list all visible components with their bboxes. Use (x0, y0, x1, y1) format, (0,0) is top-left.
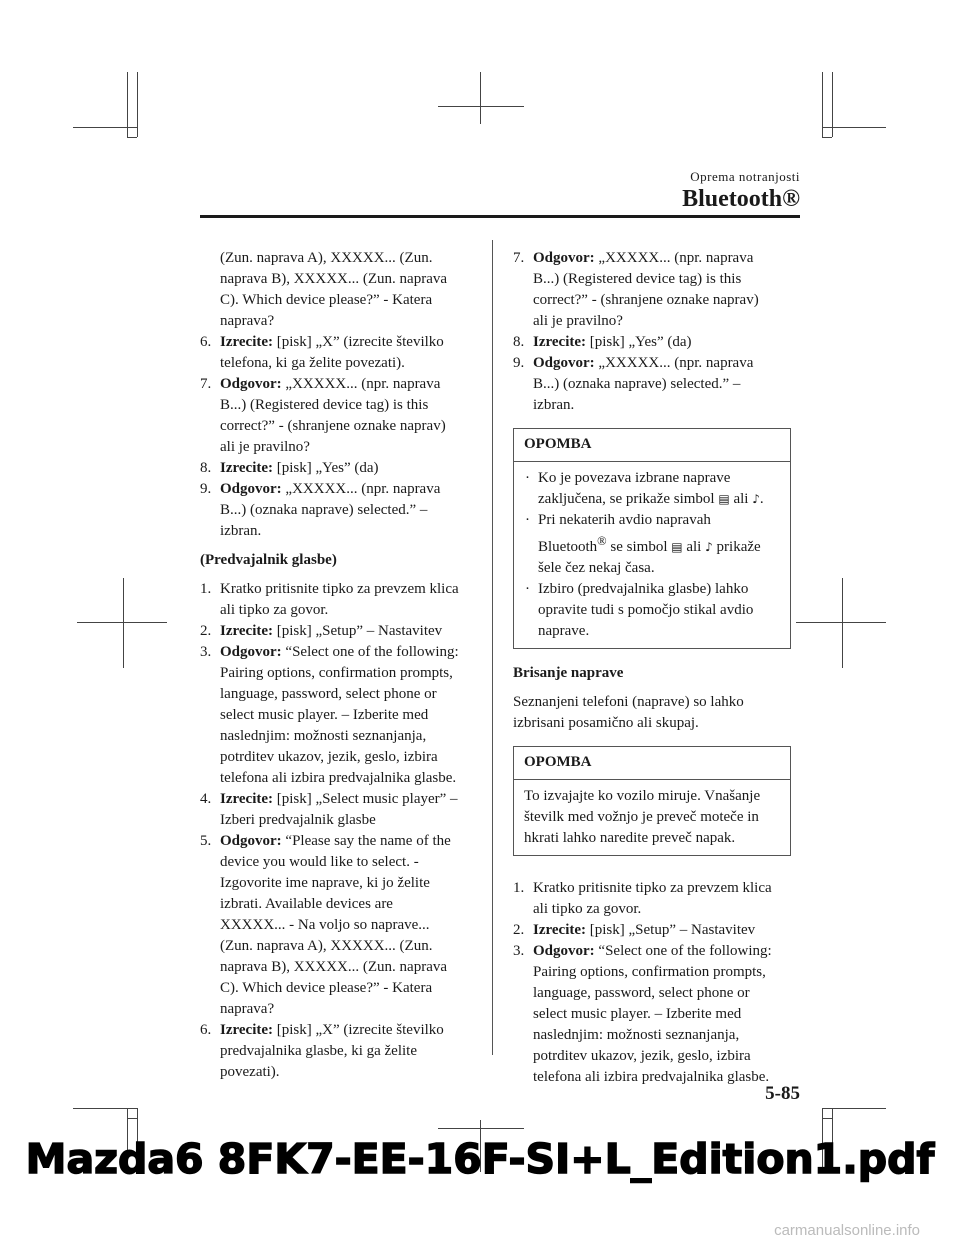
text-line: telefona ali izbira predvajalnika glasbe. (533, 1069, 770, 1085)
registered-mark: ® (597, 534, 607, 548)
bullet-item (524, 579, 780, 642)
note-title: OPOMBA (514, 747, 790, 780)
list-item (200, 458, 478, 479)
text-line: [pisk] „X” (izrecite številko (276, 334, 444, 350)
step-label: Izrecite: (220, 791, 274, 807)
phone-icon: ▤ (718, 492, 730, 506)
text-line: Pairing options, confirmation prompts, (533, 964, 766, 980)
step-label: Izrecite: (220, 334, 274, 350)
text-line: naprave. (538, 623, 590, 639)
text-line: B...) (oznaka naprave) selected.” – (533, 376, 741, 392)
text-line: naslednjim: možnosti seznanjanja, (220, 728, 427, 744)
text-line: „XXXXX... (npr. naprava (598, 355, 754, 371)
note-box (513, 428, 791, 649)
text-line: B...) (oznaka naprave) selected.” – (220, 502, 428, 518)
text-line: prikaže (716, 539, 761, 555)
step-label: Odgovor: (220, 833, 282, 849)
text-line: ali je pravilno? (220, 439, 310, 455)
list-item (200, 789, 478, 831)
paragraph (513, 692, 791, 734)
step-number: 1. (513, 880, 525, 896)
text-line: ali je pravilno? (533, 313, 623, 329)
text-line: Kratko pritisnite tipko za prevzem klica (220, 581, 459, 597)
step-number: 9. (200, 481, 212, 497)
document-filename: Mazda6 8FK7-EE-16F-SI+L_Edition1.pdf (25, 1135, 935, 1183)
text-line: “Select one of the following: (598, 943, 772, 959)
text-line: številk med vožnjo je preveč moteče in (524, 809, 759, 825)
text-line: „XXXXX... (npr. naprava (285, 376, 441, 392)
section-heading: Brisanje naprave (513, 665, 624, 681)
bullet-dot: · (525, 581, 530, 597)
text-line: izbrati. Available devices are (220, 896, 393, 912)
list-item (513, 941, 791, 1088)
text-line: Izbiro (predvajalnika glasbe) lahko (538, 581, 749, 597)
text-line: izbran. (533, 397, 575, 413)
text-line: language, password, select phone or (220, 686, 437, 702)
text-line: povezati). (220, 1064, 280, 1080)
text-line: [pisk] „Select music player” – (276, 791, 458, 807)
text-line: Bluetooth (538, 539, 598, 555)
text-line: Kratko pritisnite tipko za prevzem klica (533, 880, 772, 896)
step-number: 4. (200, 791, 212, 807)
right-column (513, 248, 791, 1088)
text-line: (Zun. naprava A), XXXXX... (Zun. (220, 250, 433, 266)
text-line: C). Which device please?” - Katera (220, 292, 433, 308)
text-line: [pisk] „X” (izrecite številko (276, 1022, 444, 1038)
step-number: 9. (513, 355, 525, 371)
text-line: naprava? (220, 1001, 275, 1017)
list-item (200, 642, 478, 789)
text-line: Ko je povezava izbrane naprave (538, 470, 731, 486)
step-label: Izrecite: (220, 1022, 274, 1038)
text-line: ali tipko za govor. (220, 602, 329, 618)
text-line: XXXXX... - Na voljo so naprave... (220, 917, 430, 933)
text-line: izbrisani posamično ali skupaj. (513, 715, 699, 731)
text-line: naprava B), XXXXX... (Zun. naprava (220, 959, 448, 975)
text-line: “Please say the name of the (285, 833, 451, 849)
text-line: B...) (Registered device tag) is this (533, 271, 742, 287)
text-line: „XXXXX... (npr. naprava (285, 481, 441, 497)
note-box (513, 746, 791, 856)
step-number: 2. (513, 922, 525, 938)
text-line: „XXXXX... (npr. naprava (598, 250, 754, 266)
text-line: zaključena, se prikaže simbol (538, 491, 715, 507)
step-number: 2. (200, 623, 212, 639)
list-item (513, 920, 791, 941)
left-column (200, 248, 478, 1083)
text-line: ali (733, 491, 749, 507)
step-label: Izrecite: (533, 334, 587, 350)
note-body (514, 462, 790, 648)
text-line: correct?” - (shranjene oznake naprav) (220, 418, 446, 434)
text-line: telefona, ki ga želite povezati). (220, 355, 405, 371)
step-label: Odgovor: (220, 481, 282, 497)
text-line: To izvajajte ko vozilo miruje. Vnašanje (524, 788, 761, 804)
note-body (514, 780, 790, 855)
step-number: 7. (200, 376, 212, 392)
list-item (200, 1020, 478, 1083)
step-number: 1. (200, 581, 212, 597)
text-line: “Select one of the following: (285, 644, 459, 660)
text-line: Izgovorite ime naprave, ki jo želite (220, 875, 430, 891)
bullet-item (524, 510, 780, 579)
text-line: hkrati lahko naredite preveč napak. (524, 830, 736, 846)
text-line: Seznanjeni telefoni (naprave) so lahko (513, 694, 744, 710)
column-divider (492, 240, 493, 1055)
list-item (200, 621, 478, 642)
text-line: telefona ali izbira predvajalnika glasbe. (220, 770, 457, 786)
text-line: Pairing options, confirmation prompts, (220, 665, 453, 681)
text-line: naslednjim: možnosti seznanjanja, (533, 1027, 740, 1043)
note-title: OPOMBA (514, 429, 790, 462)
bullet-dot: · (525, 512, 530, 528)
step-number: 6. (200, 334, 212, 350)
list-item (200, 479, 478, 542)
text-line: potrditev ukazov, jezik, geslo, izbira (533, 1048, 751, 1064)
list-item (513, 248, 791, 332)
intro-continued (200, 248, 478, 332)
section-label: Oprema notranjosti (690, 169, 800, 184)
text-line: opravite tudi s pomočjo stikal avdio (538, 602, 754, 618)
list-item (513, 332, 791, 353)
text-line: language, password, select phone or (533, 985, 750, 1001)
text-line: (Zun. naprava A), XXXXX... (Zun. (220, 938, 433, 954)
bullet-dot: · (525, 470, 530, 486)
text-line: [pisk] „Yes” (da) (589, 334, 692, 350)
music-note-icon: ♪ (705, 540, 713, 554)
step-label: Izrecite: (220, 623, 274, 639)
text-line: šele čez nekaj časa. (538, 560, 655, 576)
text-line: [pisk] „Setup” – Nastavitev (589, 922, 756, 938)
text-line: ali (686, 539, 702, 555)
text-line: correct?” - (shranjene oznake naprav) (533, 292, 759, 308)
text-line: select music player. – Izberite med (220, 707, 429, 723)
list-item (513, 353, 791, 416)
step-label: Odgovor: (533, 355, 595, 371)
bullet-item (524, 468, 780, 510)
text-line: potrditev ukazov, jezik, geslo, izbira (220, 749, 438, 765)
text-line: select music player. – Izberite med (533, 1006, 742, 1022)
list-item (513, 878, 791, 920)
page-number: 5-85 (765, 1083, 800, 1104)
step-label: Izrecite: (220, 460, 274, 476)
text-line: . (759, 491, 764, 507)
text-line: C). Which device please?” - Katera (220, 980, 433, 996)
text-line: predvajalnika glasbe, ki ga želite (220, 1043, 417, 1059)
list-item (200, 579, 478, 621)
step-number: 3. (200, 644, 212, 660)
step-label: Odgovor: (220, 644, 282, 660)
list-item (200, 831, 478, 1020)
text-line: naprava? (220, 313, 275, 329)
step-label: Odgovor: (533, 943, 595, 959)
section-heading: (Predvajalnik glasbe) (200, 552, 337, 568)
list-item (200, 332, 478, 374)
text-line: Izberi predvajalnik glasbe (220, 812, 376, 828)
text-line: B...) (Registered device tag) is this (220, 397, 429, 413)
step-number: 7. (513, 250, 525, 266)
step-number: 3. (513, 943, 525, 959)
list-item (200, 374, 478, 458)
text-line: [pisk] „Setup” – Nastavitev (276, 623, 443, 639)
text-line: [pisk] „Yes” (da) (276, 460, 379, 476)
step-number: 6. (200, 1022, 212, 1038)
header-rule (200, 215, 800, 218)
text-line: device you would like to select. - (220, 854, 419, 870)
step-label: Izrecite: (533, 922, 587, 938)
step-label: Odgovor: (533, 250, 595, 266)
text-line: Pri nekaterih avdio napravah (538, 512, 711, 528)
text-line: naprava B), XXXXX... (Zun. naprava (220, 271, 448, 287)
text-line: se simbol (610, 539, 668, 555)
phone-icon: ▤ (671, 540, 683, 554)
step-number: 5. (200, 833, 212, 849)
step-number: 8. (513, 334, 525, 350)
watermark: carmanualsonline.info (774, 1222, 920, 1239)
page-title: Bluetooth® (682, 186, 800, 212)
step-number: 8. (200, 460, 212, 476)
step-label: Odgovor: (220, 376, 282, 392)
music-note-icon: ♪ (752, 492, 760, 506)
text-line: izbran. (220, 523, 262, 539)
text-line: ali tipko za govor. (533, 901, 642, 917)
